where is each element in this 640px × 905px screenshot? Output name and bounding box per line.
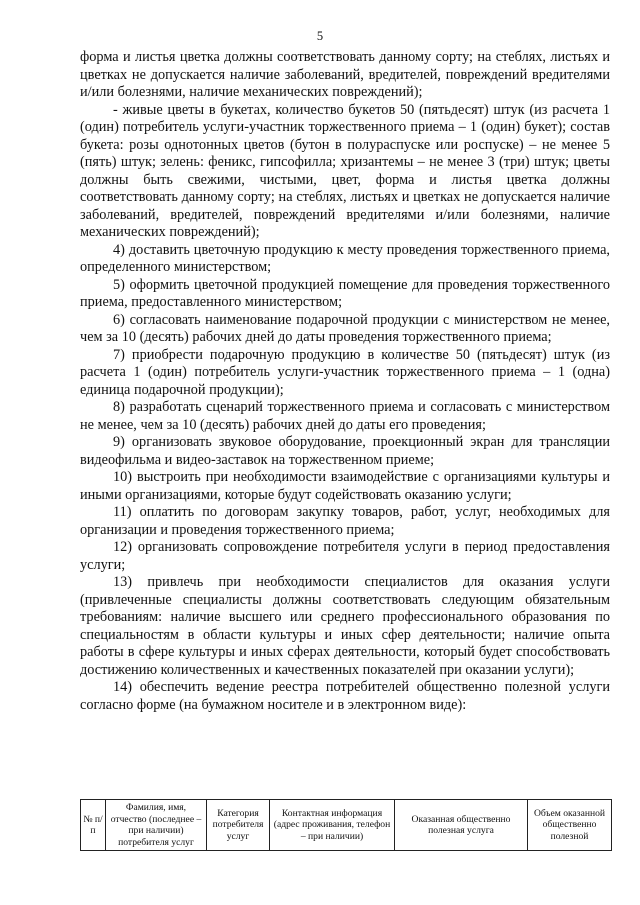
- registry-table: [80, 799, 612, 851]
- paragraph-item-8: 8) разработать сценарий торжественного приема и согласовать с министерством не менее, чем за 10 (десять) рабочих дней до даты его проведения;: [80, 399, 610, 433]
- registry-header-row: [81, 800, 612, 851]
- paragraph-item-9: 9) организовать звуковое оборудование, проекционный экран для трансляции видеофильма и видео-заставок на торжественном приеме;: [80, 434, 610, 468]
- paragraph-item-6: 6) согласовать наименование подарочной продукции с министерством не менее, чем за 10 (десять) рабочих дней до даты проведения торжественного приема;: [80, 311, 610, 345]
- header-cell-number: № п/п: [81, 800, 106, 851]
- paragraph-item-10: 10) выстроить при необходимости взаимодействие с организациями культуры и иными организациями, которые будут содействовать оказанию услуги;: [80, 469, 610, 503]
- paragraph-item-7: 7) приобрести подарочную продукцию в количестве 50 (пятьдесят) штук (из расчета 1 (один) потребитель услуги-участник торжественного приема – 1 (одна) единица подарочной продукции);: [80, 346, 610, 398]
- header-cell-full-name: Фамилия, имя, отчество (последнее – при наличии) потребителя услуг: [106, 800, 207, 851]
- document-body: [80, 49, 610, 714]
- paragraph-item-11: 11) оплатить по договорам закупку товаров, работ, услуг, необходимых для организации и проведения торжественного приема;: [80, 504, 610, 538]
- paragraph-item-12: 12) организовать сопровождение потребителя услуги в период предоставления услуги;: [80, 539, 610, 573]
- header-cell-category: Категория потребителя услуг: [207, 800, 270, 851]
- paragraph-item-13: 13) привлечь при необходимости специалистов для оказания услуги (привлеченные специалисты должны соответствовать следующим обязательным требованиям: наличие высшего или среднего профессионального образования по специальностям в области культуры и иных сфер деятельности; наличие опыта работы в сфере культуры и иных сферах деятельности, который будет способствовать достижению количественных и качественных показателей при оказании услуги);: [80, 574, 610, 678]
- paragraph-item-4: 4) доставить цветочную продукцию к месту проведения торжественного приема, определенного министерством;: [80, 241, 610, 275]
- paragraph-item-5: 5) оформить цветочной продукцией помещение для проведения торжественного приема, предоставленного министерством;: [80, 276, 610, 310]
- paragraph-continuation: форма и листья цветка должны соответствовать данному сорту; на стеблях, листьях и цветках не допускается наличие заболеваний, вредителей, повреждений вредителями и/или болезнями, наличие механических повреждений);: [80, 49, 610, 100]
- paragraph-bouquets: - живые цветы в букетах, количество букетов 50 (пятьдесят) штук (из расчета 1 (один) потребитель услуги-участник торжественного приема – 1 (один) букет); состав букета: розы однотонных цветов (бутон в полураспуске или роспуске) – не менее 5 (пять) штук; зелень: феникс, гипсофилла; хризантемы – не менее 3 (три) штук; цветы должны быть свежими, чистыми, цвет, форма и листья цветка должны соответствовать данному сорту; на стеблях, листьях и цветках не допускается наличие заболеваний, вредителей, повреждений вредителями и/или болезнями, наличие механических повреждений);: [80, 101, 610, 240]
- header-cell-contact-info: Контактная информация (адрес проживания, телефон – при наличии): [270, 800, 395, 851]
- header-cell-volume: Объем оказанной общественно полезной: [528, 800, 612, 851]
- header-cell-service: Оказанная общественно полезная услуга: [395, 800, 528, 851]
- page-number: 5: [316, 29, 324, 43]
- paragraph-item-14: 14) обеспечить ведение реестра потребителей общественно полезной услуги согласно форме (на бумажном носителе и в электронном виде):: [80, 679, 610, 713]
